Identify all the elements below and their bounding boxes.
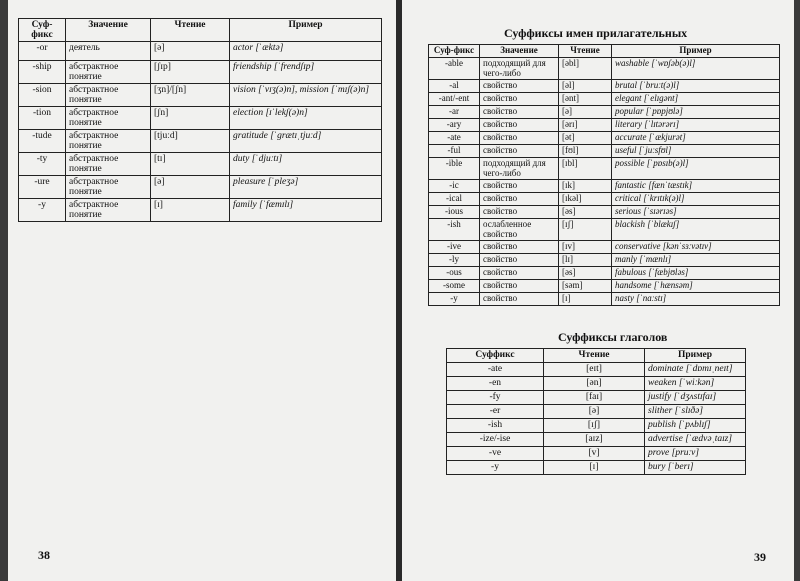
cell-meaning: свойство — [480, 193, 559, 206]
cell-meaning: абстрактное понятие — [66, 176, 151, 199]
table-row — [429, 280, 780, 293]
cell-example: advertise [ˈædvəˌtaɪz] — [645, 433, 746, 447]
table-row — [429, 93, 780, 106]
cell-reading: [ən] — [544, 377, 645, 391]
cell-reading: [tɪ] — [151, 153, 230, 176]
table-row — [429, 219, 780, 241]
cell-meaning: свойство — [480, 106, 559, 119]
cell-suffix: -er — [447, 405, 544, 419]
cell-suffix: -ical — [429, 193, 480, 206]
table-row — [19, 199, 382, 222]
header-suffix: Суффикс — [447, 349, 544, 363]
cell-example: vision [ˈvɪʒ(ə)n], mission [ˈmɪʃ(ə)n] — [230, 84, 382, 107]
cell-example: friendship [ˈfrendʃɪp] — [230, 61, 382, 84]
cell-example: gratitude [ˈgrætɪˌtjuːd] — [230, 130, 382, 153]
cell-reading: [səm] — [559, 280, 612, 293]
table-header-row — [447, 349, 746, 363]
cell-suffix: -ty — [19, 153, 66, 176]
cell-reading: [ɪʃ] — [559, 219, 612, 241]
table-row — [429, 267, 780, 280]
cell-suffix: -ure — [19, 176, 66, 199]
cell-example: bury [ˈberɪ] — [645, 461, 746, 475]
right-page — [402, 0, 794, 581]
cell-meaning: абстрактное понятие — [66, 199, 151, 222]
cell-example: accurate [ˈækjurət] — [612, 132, 780, 145]
table-row — [429, 58, 780, 80]
cell-example: slither [ˈslɪðə] — [645, 405, 746, 419]
cell-reading: [ɪkəl] — [559, 193, 612, 206]
header-reading: Чтение — [544, 349, 645, 363]
cell-suffix: -fy — [447, 391, 544, 405]
cell-example: washable [ˈwɒʃəb(ə)l] — [612, 58, 780, 80]
cell-example: elegant [ˈelɪgənt] — [612, 93, 780, 106]
cell-example: election [ɪˈlekʃ(ə)n] — [230, 107, 382, 130]
table-row — [429, 145, 780, 158]
header-suffix: Суф-фикс — [19, 19, 66, 42]
cell-example: brutal [ˈbruːt(ə)l] — [612, 80, 780, 93]
table-row — [429, 80, 780, 93]
header-reading: Чтение — [559, 45, 612, 58]
cell-reading: [əl] — [559, 80, 612, 93]
cell-reading: [tjuːd] — [151, 130, 230, 153]
cell-example: actor [ˈæktə] — [230, 42, 382, 61]
table-row — [429, 206, 780, 219]
cell-reading: [ʃɪp] — [151, 61, 230, 84]
cell-reading: [ɪbl] — [559, 158, 612, 180]
cell-suffix: -y — [447, 461, 544, 475]
table-header-row — [19, 19, 382, 42]
page-number-left: 38 — [38, 548, 50, 562]
cell-suffix: -ate — [429, 132, 480, 145]
cell-reading: [fʊl] — [559, 145, 612, 158]
cell-reading: [ə] — [151, 42, 230, 61]
cell-example: possible [ˈpɒsɪb(ə)l] — [612, 158, 780, 180]
table-row — [19, 84, 382, 107]
cell-meaning: свойство — [480, 241, 559, 254]
table-row — [447, 363, 746, 377]
cell-suffix: -ious — [429, 206, 480, 219]
header-example: Пример — [612, 45, 780, 58]
cell-meaning: свойство — [480, 93, 559, 106]
cell-suffix: -ic — [429, 180, 480, 193]
cell-suffix: -ant/-ent — [429, 93, 480, 106]
cell-example: useful [ˈjuːsfʊl] — [612, 145, 780, 158]
table-row — [429, 193, 780, 206]
cell-reading: [ʃn] — [151, 107, 230, 130]
cell-reading: [ɪk] — [559, 180, 612, 193]
header-example: Пример — [230, 19, 382, 42]
cell-example: duty [ˈdjuːtɪ] — [230, 153, 382, 176]
cell-reading: [faɪ] — [544, 391, 645, 405]
cell-meaning: свойство — [480, 293, 559, 306]
cell-example: popular [ˈpɒpjʊlə] — [612, 106, 780, 119]
table-row — [19, 61, 382, 84]
table-row — [429, 180, 780, 193]
cell-suffix: -ish — [447, 419, 544, 433]
table-row — [447, 405, 746, 419]
cell-meaning: свойство — [480, 206, 559, 219]
cell-example: literary [ˈlɪtərərɪ] — [612, 119, 780, 132]
cell-suffix: -ish — [429, 219, 480, 241]
cell-example: critical [ˈkrɪtɪk(ə)l] — [612, 193, 780, 206]
table-row — [19, 130, 382, 153]
cell-meaning: ослабленное свойство — [480, 219, 559, 241]
table-row — [19, 176, 382, 199]
cell-reading: [ət] — [559, 132, 612, 145]
cell-example: nasty [ˈnɑːstɪ] — [612, 293, 780, 306]
table-row — [447, 377, 746, 391]
cell-example: justify [ˈdʒʌstɪfaɪ] — [645, 391, 746, 405]
verb-suffix-table — [446, 348, 746, 475]
cell-example: pleasure [ˈpleʒə] — [230, 176, 382, 199]
cell-meaning: свойство — [480, 180, 559, 193]
cell-reading: [ə] — [151, 176, 230, 199]
table-row — [447, 447, 746, 461]
cell-suffix: -ous — [429, 267, 480, 280]
cell-suffix: -ive — [429, 241, 480, 254]
cell-suffix: -ate — [447, 363, 544, 377]
cell-reading: [ənt] — [559, 93, 612, 106]
table-row — [447, 433, 746, 447]
cell-reading: [əbl] — [559, 58, 612, 80]
table-row — [429, 241, 780, 254]
cell-suffix: -al — [429, 80, 480, 93]
cell-example: fabulous [ˈfæbjʊləs] — [612, 267, 780, 280]
cell-example: conservative [kənˈsɜːvətɪv] — [612, 241, 780, 254]
cell-reading: [ɪ] — [559, 293, 612, 306]
cell-reading: [v] — [544, 447, 645, 461]
cell-suffix: -sion — [19, 84, 66, 107]
header-suffix: Суф-фикс — [429, 45, 480, 58]
cell-example: fantastic [fænˈtæstɪk] — [612, 180, 780, 193]
cell-reading: [ərɪ] — [559, 119, 612, 132]
table-row — [429, 132, 780, 145]
cell-suffix: -ary — [429, 119, 480, 132]
cell-suffix: -ve — [447, 447, 544, 461]
header-meaning: Значение — [66, 19, 151, 42]
cell-suffix: -y — [19, 199, 66, 222]
cell-meaning: свойство — [480, 280, 559, 293]
cell-suffix: -ly — [429, 254, 480, 267]
cell-suffix: -ible — [429, 158, 480, 180]
adjective-suffix-table — [428, 44, 780, 306]
cell-reading: [ɪ] — [151, 199, 230, 222]
cell-suffix: -tion — [19, 107, 66, 130]
cell-meaning: свойство — [480, 145, 559, 158]
cell-reading: [ə] — [544, 405, 645, 419]
cell-example: serious [ˈsɪərɪəs] — [612, 206, 780, 219]
cell-suffix: -ar — [429, 106, 480, 119]
cell-meaning: абстрактное понятие — [66, 130, 151, 153]
cell-suffix: -tude — [19, 130, 66, 153]
cell-example: dominate [ˈdɒmɪˌneɪt] — [645, 363, 746, 377]
table-row — [19, 153, 382, 176]
noun-suffix-table — [18, 18, 382, 222]
cell-suffix: -ize/-ise — [447, 433, 544, 447]
cell-suffix: -or — [19, 42, 66, 61]
header-meaning: Значение — [480, 45, 559, 58]
cell-reading: [ʒn]/[ʃn] — [151, 84, 230, 107]
page-number-right: 39 — [754, 550, 766, 564]
cell-reading: [ɪʃ] — [544, 419, 645, 433]
verbs-title: Суффиксы глаголов — [558, 330, 668, 344]
cell-reading: [əs] — [559, 267, 612, 280]
table-row — [429, 293, 780, 306]
table-row — [19, 107, 382, 130]
table-row — [429, 254, 780, 267]
cell-suffix: -some — [429, 280, 480, 293]
cell-reading: [ɪv] — [559, 241, 612, 254]
cell-meaning: абстрактное понятие — [66, 61, 151, 84]
cell-meaning: деятель — [66, 42, 151, 61]
cell-meaning: свойство — [480, 267, 559, 280]
table-row — [429, 119, 780, 132]
cell-meaning: подходящий для чего-либо — [480, 58, 559, 80]
cell-example: blackish [ˈblækɪʃ] — [612, 219, 780, 241]
cell-suffix: -ful — [429, 145, 480, 158]
cell-meaning: свойство — [480, 80, 559, 93]
cell-meaning: абстрактное понятие — [66, 84, 151, 107]
left-page — [8, 0, 397, 581]
cell-reading: [aɪz] — [544, 433, 645, 447]
cell-reading: [eɪt] — [544, 363, 645, 377]
cell-example: handsome [ˈhænsəm] — [612, 280, 780, 293]
table-row — [447, 419, 746, 433]
cell-example: family [ˈfæmɪlɪ] — [230, 199, 382, 222]
table-row — [447, 391, 746, 405]
cell-example: prove [pruːv] — [645, 447, 746, 461]
cell-example: publish [ˈpʌblɪʃ] — [645, 419, 746, 433]
table-header-row — [429, 45, 780, 58]
cell-reading: [əs] — [559, 206, 612, 219]
cell-meaning: свойство — [480, 132, 559, 145]
cell-suffix: -ship — [19, 61, 66, 84]
adjectives-title: Суффиксы имен прилагательных — [504, 26, 688, 40]
cell-reading: [ɪ] — [544, 461, 645, 475]
cell-meaning: абстрактное понятие — [66, 107, 151, 130]
cell-suffix: -y — [429, 293, 480, 306]
table-row — [429, 158, 780, 180]
cell-example: manly [ˈmænlɪ] — [612, 254, 780, 267]
cell-example: weaken [ˈwiːkən] — [645, 377, 746, 391]
cell-meaning: абстрактное понятие — [66, 153, 151, 176]
cell-reading: [ə] — [559, 106, 612, 119]
cell-suffix: -en — [447, 377, 544, 391]
table-row — [447, 461, 746, 475]
cell-meaning: подходящий для чего-либо — [480, 158, 559, 180]
cell-meaning: свойство — [480, 254, 559, 267]
cell-suffix: -able — [429, 58, 480, 80]
table-row — [19, 42, 382, 61]
header-reading: Чтение — [151, 19, 230, 42]
cell-reading: [lɪ] — [559, 254, 612, 267]
header-example: Пример — [645, 349, 746, 363]
cell-meaning: свойство — [480, 119, 559, 132]
table-row — [429, 106, 780, 119]
